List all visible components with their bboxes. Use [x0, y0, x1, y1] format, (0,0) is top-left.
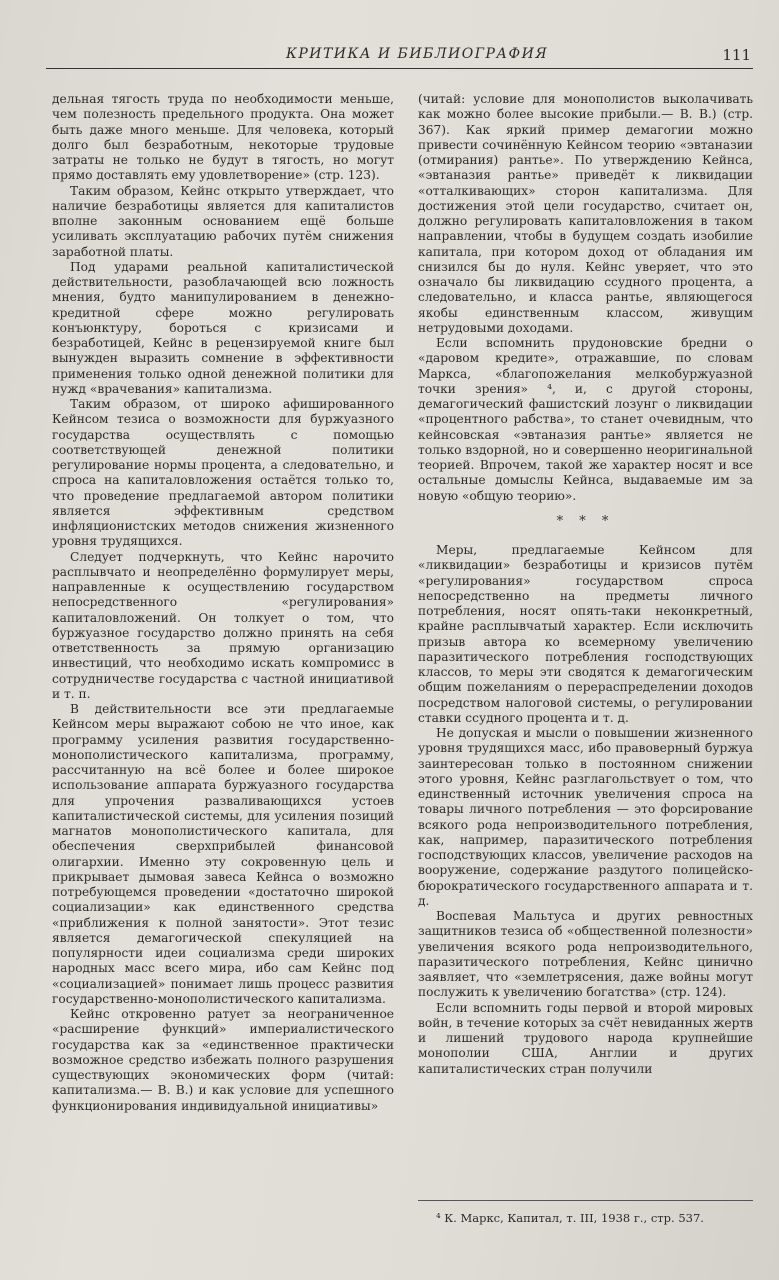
- paragraph: Не допуская и мысли о повышении жизненного уровня трудящихся масс, ибо правоверный буржуа заинтересован только в постоянном снижении этого уровня, Кейнс разглагольствует о том, что единственный источник увеличения спроса на товары личного потребления — это форсирование всякого рода непроизводительного потребления, как, например, паразитического потребления господствующих классов, увеличение расходов на вооружение, содержание раздутого полицейско-бюрократического государственного аппарата и т. д.: [418, 726, 753, 908]
- running-header: [46, 44, 753, 69]
- paragraph: Таким образом, Кейнс открыто утверждает, что наличие безработицы является для капиталистов вполне законным основанием ещё больше усиливать эксплуатацию рабочих путём снижения заработной платы.: [52, 183, 394, 259]
- right-column: [418, 92, 753, 1077]
- paragraph: Кейнс откровенно ратует за неограниченное «расширение функций» империалистического государства как за «единственное практически возможное средство избежать полного разрушения существующих экономических форм (читай: капитализма.— В. В.) и как условие для успешного функционирования индивидуальной инициативы»: [52, 1007, 394, 1113]
- section-divider: * * *: [556, 513, 615, 529]
- paragraph: Таким образом, от широко афишированного Кейнсом тезиса о возможности для буржуазного государства осуществлять с помощью соответствующей денежной политики регулирование нормы процента, а следовательно, и спроса на капиталовложения остаётся только то, что проведение предлагаемой автором политики является эффективным средством инфляционистских методов снижения жизненного уровня трудящихся.: [52, 397, 394, 549]
- left-column: [52, 92, 394, 1114]
- paragraph: Если вспомнить годы первой и второй мировых войн, в течение которых за счёт невиданных жертв и лишений трудового народа крупнейшие монополии США, Англии и других капиталистических стран получили: [418, 1000, 753, 1076]
- section-title: КРИТИКА И БИБЛИОГРАФИЯ: [286, 46, 549, 62]
- page-number: 111: [722, 46, 751, 64]
- paragraph: Меры, предлагаемые Кейнсом для «ликвидации» безработицы и кризисов путём «регулирования» государством спроса непосредственно на предметы личного потребления, носят опять-таки неконкретный, крайне расплывчатый характер. Если исключить призыв автора ко всемерному увеличению паразитического потребления господствующих классов, то меры эти сводятся к демагогическим общим пожеланиям о перераспределении доходов посредством налоговой системы, о регулировании ставки ссудного процента и т. д.: [418, 543, 753, 725]
- paragraph: (читай: условие для монополистов выколачивать как можно более высокие прибыли.— В. В.) (стр. 367). Как яркий пример демагогии можно привести сочинённую Кейнсом теорию «эвтаназии (отмирания) рантье». По утверждению Кейнса, «эвтаназия рантье» приведёт к ликвидации «отталкивающих» сторон капитализма. Для достижения этой цели государство, считает он, должно регулировать капиталовложения в таком направлении, чтобы в будущем создать изобилие капитала, при котором доход от обладания им снизился бы до нуля. Кейнс уверяет, что это означало бы ликвидацию ссудного процента, а следовательно, и класса рантье, являющегося якобы единственным классом, живущим нетрудовыми доходами.: [418, 92, 753, 335]
- paragraph: Воспевая Мальтуса и других ревностных защитников тезиса об «общественной полезности» увеличения всякого рода непроизводительного, паразитического потребления, Кейнс цинично заявляет, что «землетрясения, даже войны могут послужить к увеличению богатства» (стр. 124).: [418, 909, 753, 1000]
- paragraph: Под ударами реальной капиталистической действительности, разоблачающей всю ложность мнения, будто манипулированием в денежно-кредитной сфере можно регулировать конъюнктуру, бороться с кризисами и безработицей, Кейнс в рецензируемой книге был вынужден выразить сомнение в эффективности применения только одной денежной политики для нужд «врачевания» капитализма.: [52, 259, 394, 396]
- paragraph: Если вспомнить прудоновские бредни о «даровом кредите», отражавшие, по словам Маркса, «благопожелания мелкобуржуазной точки зрения» ⁴, и, с другой стороны, демагогический фашистский лозунг о ликвидации «процентного рабства», то станет очевидным, что кейнсовская «эвтаназия рантье» является не только вздорной, но и совершенно неоригинальной теорией. Впрочем, такой же характер носят и все остальные домыслы Кейнса, выдаваемые им за новую «общую теорию».: [418, 336, 753, 503]
- paragraph: В действительности все эти предлагаемые Кейнсом меры выражают собою не что иное, как программу усиления развития государственно-монополистического капитализма, программу, рассчитанную на всё более и более широкое использование аппарата буржуазного государства для упрочения разваливающихся устоев капиталистической системы, для усиления позиций магнатов монополистического капитала, для обеспечения сверхприбылей финансовой олигархии. Именно эту сокровенную цель и прикрывает дымовая завеса Кейнса о возможно потребующемся проведении «достаточно широкой социализации» как единственного средства «приближения к полной занятости». Этот тезис является демагогической спекуляцией на популярности идеи социализма среди широких народных масс всего мира, ибо сам Кейнс под «социализацией» понимает лишь процесс развития государственно-монополистического капитализма.: [52, 702, 394, 1006]
- paragraph: Следует подчеркнуть, что Кейнс нарочито расплывчато и неопределённо формулирует меры, направленные к осуществлению государством непосредственного «регулирования» капиталовложений. Он толкует о том, что буржуазное государство должно принять на себя ответственность за прямую организацию инвестиций, что необходимо искать компромисс в сотрудничестве государства с частной инициативой и т. п.: [52, 549, 394, 701]
- footnote-text: ⁴ К. Маркс, Капитал, т. III, 1938 г., стр. 537.: [436, 1211, 704, 1225]
- footnote: [418, 1200, 753, 1226]
- paragraph: дельная тягость труда по необходимости меньше, чем полезность предельного продукта. Она может быть даже много меньше. Для человека, который долго был безработным, некоторые трудовые затраты не только не будут в тягость, но могут прямо доставлять ему удовлетворение» (стр. 123).: [52, 92, 394, 183]
